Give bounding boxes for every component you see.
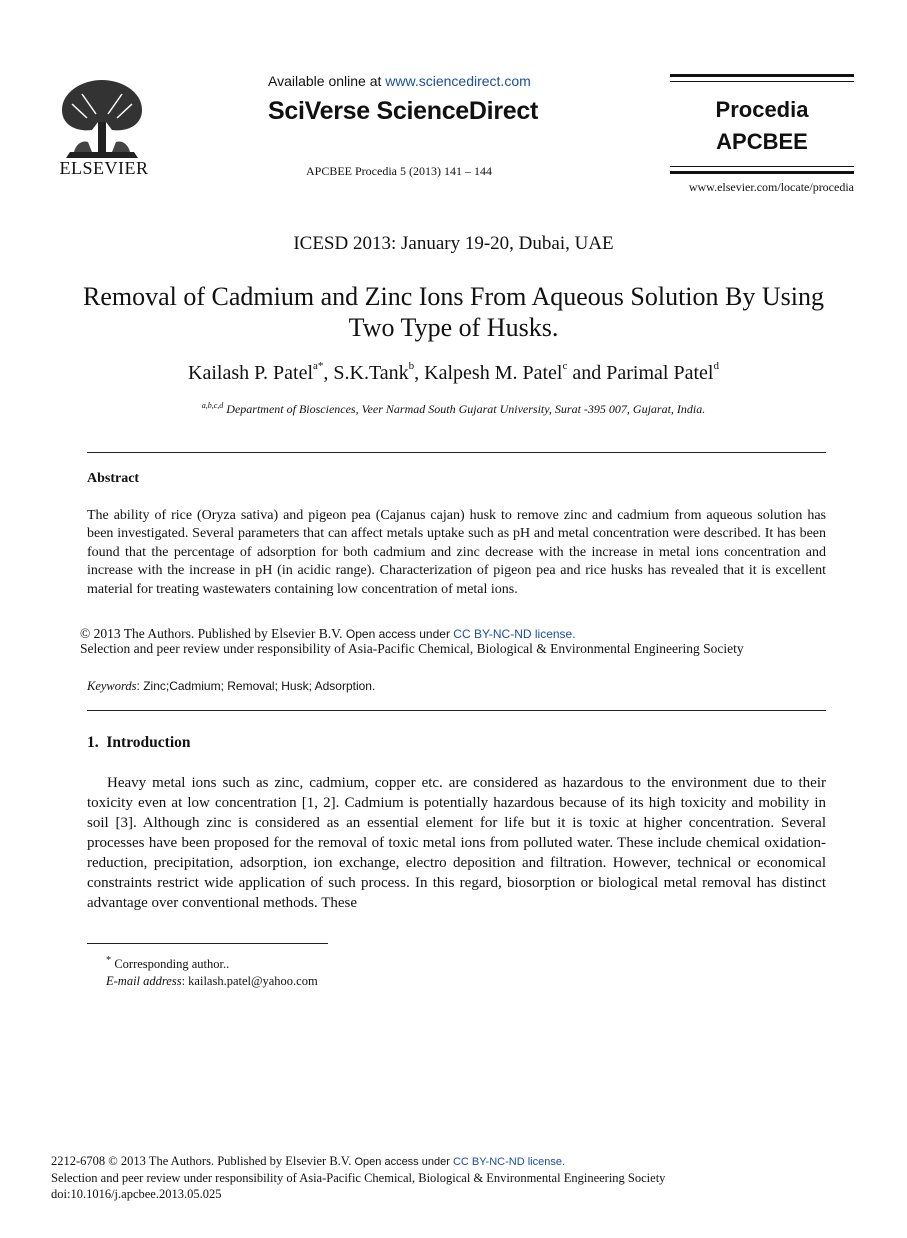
footnote-email: [106, 974, 318, 989]
footer-license-link[interactable]: CC BY-NC-ND license.: [452, 1156, 565, 1168]
affiliation: [0, 401, 907, 417]
author-affiliation-mark: c: [562, 360, 568, 373]
author-affiliation-mark: a*: [313, 360, 324, 373]
conference-line: ICESD 2013: January 19-20, Dubai, UAE: [293, 233, 614, 254]
affiliation-text: Department of Biosciences, Veer Narmad South Gujarat University, Surat -395 007, Gujarat, India.: [226, 402, 706, 416]
author-affiliation-mark: d: [713, 360, 719, 373]
platform-name: SciVerse ScienceDirect: [268, 97, 538, 125]
license-link[interactable]: CC BY-NC-ND license.: [453, 627, 576, 641]
elsevier-wordmark: ELSEVIER: [59, 158, 149, 178]
section-title: Introduction: [106, 734, 191, 751]
footer-issn-text: 2212-6708 © 2013 The Authors. Published by Elsevier B.V.: [51, 1154, 355, 1168]
journal-name-line1: Procedia: [715, 97, 809, 122]
affiliation-marks: a,b,c,d: [201, 401, 224, 410]
author-name: Parimal Patel: [606, 362, 714, 384]
copyright-notice: [80, 626, 576, 642]
section-heading-introduction: [87, 734, 191, 752]
divider: [87, 710, 826, 711]
footer-review: Selection and peer review under responsibility of Asia-Pacific Chemical, Biological & Environmental Engineering Society: [51, 1171, 666, 1185]
footer-issn: [51, 1154, 565, 1169]
available-online: [268, 73, 531, 89]
keywords: [87, 679, 375, 694]
journal-name: [670, 94, 854, 158]
sciencedirect-link[interactable]: www.sciencedirect.com: [385, 73, 531, 89]
available-prefix: Available online at: [268, 73, 386, 89]
section-number: 1.: [87, 734, 99, 751]
open-access-text: Open access under: [345, 627, 454, 641]
footnote-corresponding: [106, 955, 229, 972]
footnote-mark: *: [106, 955, 112, 966]
email-address[interactable]: : kailash.patel@yahoo.com: [181, 974, 318, 988]
footnote-divider: [87, 943, 328, 944]
keywords-values: : Zinc;Cadmium; Removal; Husk; Adsorption.: [136, 679, 376, 693]
footer-doi[interactable]: doi:10.1016/j.apcbee.2013.05.025: [51, 1187, 222, 1201]
peer-review-notice: Selection and peer review under responsibility of Asia-Pacific Chemical, Biological & Environmental Engineering Society: [80, 641, 744, 656]
author-affiliation-mark: b: [408, 360, 415, 373]
journal-name-line2: APCBEE: [716, 129, 808, 154]
footer-open-access: Open access under: [354, 1156, 453, 1168]
author-name: S.K.Tank: [333, 362, 409, 384]
email-label: E-mail address: [106, 974, 182, 988]
divider: [87, 452, 826, 453]
author-separator: ,: [414, 362, 425, 384]
journal-reference: APCBEE Procedia 5 (2013) 141 – 144: [306, 164, 492, 178]
journal-url[interactable]: www.elsevier.com/locate/procedia: [688, 180, 854, 194]
abstract-heading: Abstract: [87, 471, 140, 486]
copyright-text: © 2013 The Authors. Published by Elsevier B.V.: [80, 626, 346, 641]
journal-banner: [670, 74, 854, 178]
author-name: Kalpesh M. Patel: [424, 362, 563, 384]
article-title: Removal of Cadmium and Zinc Ions From Aqueous Solution By Using Two Type of Husks.: [83, 282, 824, 342]
author-name: Kailash P. Patel: [188, 362, 314, 384]
abstract-text: The ability of rice (Oryza sativa) and pigeon pea (Cajanus cajan) husk to remove zinc and cadmium from aqueous solution has been investigated. Several parameters that can affect metals uptake such as pH and metal concentration were described. It has been found that the percentage of adsorption for both cadmium and zinc decrease with the increase in metal ions concentration and increase with the increase in pH (in acidic range). Characterization of pigeon pea and rice husks has revealed that it is excellent material for treating wastewaters containing low concentration of metal ions.: [87, 508, 826, 597]
keywords-label: Keywords: [87, 679, 137, 693]
author-separator: and: [567, 362, 607, 384]
introduction-text: Heavy metal ions such as zinc, cadmium, copper etc. are considered as hazardous to the environment due to their toxicity even at low concentration [1, 2]. Cadmium is potentially hazardous because of its high toxicity and mobility in soil [3]. Although zinc is considered as an essential element for life but it is toxic at higher concentration. Several processes have been proposed for the removal of toxic metal ions from polluted water. These include chemical oxidation-reduction, precipitation, adsorption, ion exchange, electro deposition and filtration. However, technical or economical constraints restrict wide application of such process. In this regard, biosorption or biological metal removal has distinct advantage over conventional methods. These: [87, 775, 826, 911]
footnote-text: Corresponding author..: [111, 957, 230, 972]
author-separator: ,: [323, 362, 334, 384]
author-list: [0, 362, 907, 385]
